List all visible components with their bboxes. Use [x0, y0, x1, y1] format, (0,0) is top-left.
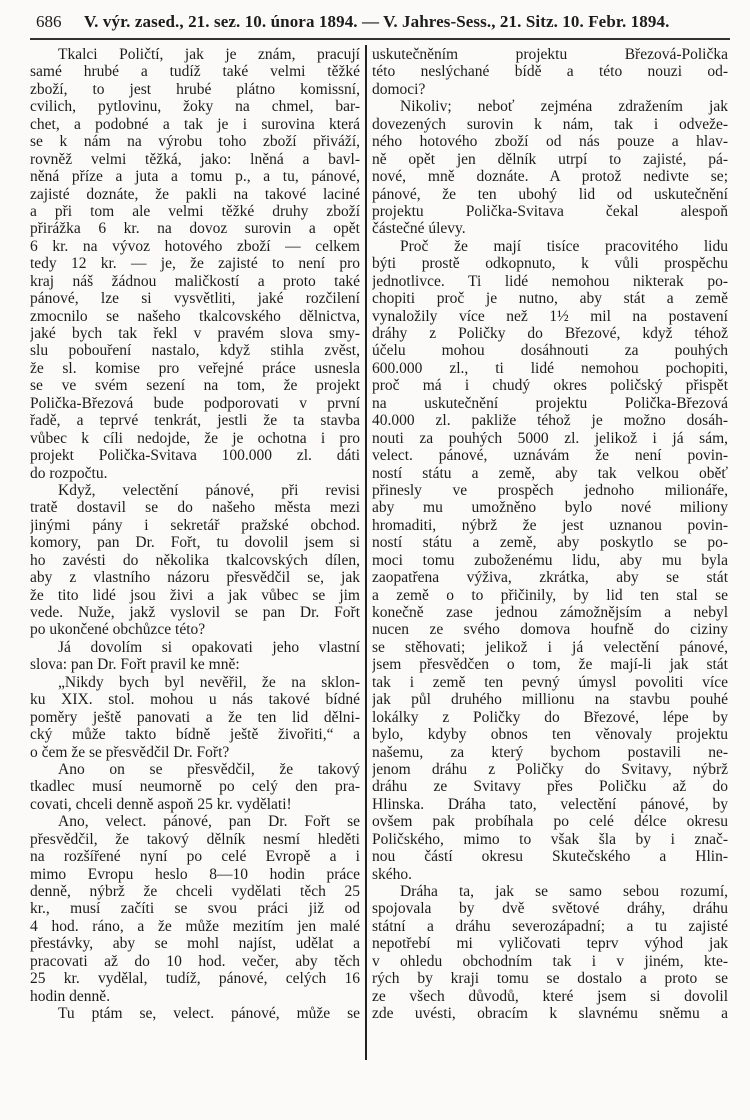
text-line: jinými pány i sekretář pražské obchod.	[30, 516, 360, 534]
text-line: Polička-Březová bude podporovati v první	[30, 394, 360, 412]
text-line: proč má i chudý okres poličský přispět	[372, 377, 728, 395]
text-line: vede. Nuže, jakž vyslovil se pan Dr. Fořt	[30, 604, 360, 621]
text-line: pánové, lze si vysvětliti, jaké rozčilení	[30, 290, 360, 308]
text-line: Dráha ta, jak se samo sebou rozumí,	[400, 883, 728, 900]
text-line: dráhu ze Svitavy přes Poličku až do	[372, 778, 728, 796]
text-line: covati, chceli denně aspoň 25 kr. vydělati!	[30, 795, 292, 813]
column-divider	[365, 45, 367, 1060]
text-line: aby z vlastního názoru přesvědčil se, jak	[30, 569, 360, 587]
text-line: nouti za pouhých 5000 zl. jelikož i já sám,	[372, 429, 728, 447]
text-line: aby mu umožněno bylo nové miliony	[372, 499, 728, 517]
text-line: našemu, za který bychom postavili ne-	[372, 743, 728, 761]
text-line: ho zavésti do několika tkalcovských dílen,	[30, 551, 360, 569]
paragraph	[30, 639, 360, 674]
text-line: tak i země ten pevný úmysl povoliti více	[372, 673, 728, 691]
text-line: velect. pánové, uznávám že není povin-	[372, 447, 728, 465]
text-line: do rozpočtu.	[30, 464, 108, 482]
text-line: dovezených surovin k nám, tak i odveže-	[372, 115, 728, 133]
text-line: konečně zase jednou zámožnějsím a nebyl	[372, 604, 728, 621]
text-line: pracovati až do 10 hod. večer, aby těch	[30, 952, 360, 970]
text-line: tkadlec musí neumorně po celý den pra-	[30, 778, 360, 796]
text-line: zboží, to jest hrubé plátno komissní,	[30, 80, 360, 98]
text-line: ovšem pak probíhala po celé délce okresu	[372, 813, 728, 831]
text-line: slu pobouření nastalo, když stihla zvěst,	[30, 342, 360, 360]
paragraph	[30, 761, 360, 813]
text-line: 6 kr. na vývoz hotového zboží — celkem	[30, 237, 360, 255]
text-line: moci tomu zuboženému lidu, aby mu byla	[372, 551, 728, 569]
paragraph	[372, 98, 728, 238]
text-line: 25 kr. vydělal, tudíž, pánové, celých 16	[30, 970, 360, 988]
text-line: tedy 12 kr. — je, že zajisté to není pro	[30, 255, 360, 273]
text-line: poměry ještě panovati a že ten lid dělni-	[30, 708, 360, 726]
text-line: po ukončené obchůzce této?	[30, 621, 206, 639]
text-line: mimo Evropu heslo 8—10 hodin práce	[30, 865, 360, 883]
text-line: rovněž velmi těžká, jako: lněná a bavl-	[30, 150, 360, 168]
page-header	[36, 8, 730, 36]
text-line: jaké bych tak řekl v pravém slova smy-	[30, 325, 360, 342]
text-line: a země o to přičinily, by lid ten stal se	[372, 586, 728, 604]
text-line: tratě dostavil se do našeho města mezi	[30, 499, 360, 517]
text-line: ze všech důvodů, které jsem si dovolil	[372, 987, 728, 1005]
paragraph	[372, 883, 728, 1023]
text-line: Proč že mají tisíce pracovitého lidu	[400, 237, 728, 255]
text-line: samé hrubé a tudíž také velmi těžké	[30, 63, 360, 81]
paragraph	[30, 813, 360, 1005]
text-line: zde uvésti, obracím k slavnému sněmu a	[372, 1005, 728, 1023]
page-number: 686	[36, 12, 62, 31]
text-line: přesvědčil, že takový dělník nesmí hleděti	[30, 830, 360, 848]
text-line: v ohledu obchodním tak i v jiném, kte-	[372, 952, 728, 970]
text-line: býti prostě odkopnuto, k vůli prospěchu	[372, 255, 728, 273]
paragraph	[30, 482, 360, 639]
text-line: účelu mohou dosáhnouti za pouhých	[372, 342, 728, 360]
text-line: rých by kraji tomu se dostalo a proto se	[372, 970, 728, 988]
paragraph	[372, 238, 728, 883]
text-line: bylo, kdyby obnos ten věnovaly projektu	[372, 726, 728, 744]
text-line: ného hotového zboží od nás pouze a hlav-	[372, 133, 728, 151]
text-line: cký může takto bídně ještě živořiti,“ a	[30, 726, 360, 744]
text-line: částečné úlevy.	[372, 220, 466, 238]
text-line: hromaditi, nýbrž že jest uznanou povin-	[372, 516, 728, 534]
text-line: Ano on se přesvědčil, že takový	[58, 760, 360, 778]
text-line: zaopatřena výživa, zkrátka, aby se stát	[372, 569, 728, 587]
header-rule	[30, 38, 730, 40]
text-line: se stěhovati; jelikož i já velectění pánové,	[372, 638, 728, 656]
text-line: státní a dráhu severozápadní; a tu zajisté	[372, 917, 728, 935]
text-line: chopiti proč je nutno, aby stát a země	[372, 290, 728, 308]
paragraph	[30, 1005, 360, 1022]
text-line: jak půl druhého millionu na stavbu pouhé	[372, 691, 728, 709]
text-line: že tito lidé jsou živi a jak vůbec se jim	[30, 586, 360, 604]
text-line: se k nám na výrobu toho zboží přiváží,	[30, 133, 360, 151]
text-line: přinesly ve prospěch jednoho milionáře,	[372, 481, 728, 499]
text-line: komory, pan Dr. Fořt, tu dovolil jsem si	[30, 534, 360, 552]
text-line: ností státu a země, aby poskytlo se po-	[372, 534, 728, 552]
text-line: jsem přesvědčen o tom, že mají-li jak stát	[372, 656, 728, 674]
text-line: nepotřebí mi vyličovati teprv výhod jak	[372, 935, 728, 953]
text-line: chet, a podobné a tak je i surovina která	[30, 115, 360, 133]
text-line: cvilich, pytlovinu, žoky na chmel, bar-	[30, 98, 360, 116]
text-line: na uskutečnění projektu Polička-Březová	[372, 394, 728, 412]
text-line: této neslýchané bídě a této nouzi od-	[372, 63, 728, 81]
left-column	[30, 46, 360, 1023]
right-column	[372, 46, 728, 1023]
text-line: 4 hod. ráno, a že může mezitím jen malé	[30, 917, 360, 935]
text-line: nou částí okresu Skutečského a Hlin-	[372, 848, 728, 866]
text-line: ně opět jen dělník utrpí to zajisté, pá-	[372, 150, 728, 168]
text-line: že sl. komise pro veřejné práce usnesla	[30, 359, 360, 377]
paragraph	[30, 674, 360, 761]
text-line: o čem že se přesvědčil Dr. Fořt?	[30, 743, 230, 761]
text-line: projekt Polička-Svitava 100.000 zl. dáti	[30, 447, 360, 465]
text-line: jednotlivce. Ti lidé nemohou nikterak po-	[372, 272, 728, 290]
text-line: Hlinska. Dráha tato, velectění pánové, by	[372, 795, 728, 813]
text-line: denně, nýbrž že chceli vydělati těch 25	[30, 883, 360, 900]
running-title: V. výr. zased., 21. sez. 10. února 1894. — V. Jahres-Sess., 21. Sitz. 10. Febr. 1894.	[84, 12, 670, 31]
text-line: se ve svém sezení na tom, že projekt	[30, 377, 360, 395]
text-line: vůbec k cíli nedojde, že je ochotna i pro	[30, 429, 360, 447]
text-line: kraj náš žádnou maličkostí a proto také	[30, 272, 360, 290]
text-line: Já dovolím si opakovati jeho vlastní	[58, 638, 360, 656]
text-line: a při tom ale velmi těžké druhy zboží	[30, 202, 360, 220]
text-line: zajisté doznáte, že pakli na takové laciné	[30, 185, 360, 203]
paragraph	[372, 46, 728, 98]
text-line: Poličského, mimo to však šla by i znač-	[372, 830, 728, 848]
text-line: přirážka 6 kr. na dovoz surovin a opět	[30, 220, 360, 238]
text-line: domoci?	[372, 80, 426, 98]
text-line: Tu ptám se, velect. pánové, může se	[58, 1005, 360, 1023]
text-line: lokálky z Poličky do Březové, lépe by	[372, 708, 728, 726]
text-line: nucen ze svého domova houfně do ciziny	[372, 621, 728, 639]
text-line: dráhy z Poličky do Březové, když téhož	[372, 325, 728, 342]
text-line: Když, velectění pánové, při revisi	[58, 481, 360, 499]
text-line: 600.000 zl., ti lidé nemohou pochopiti,	[372, 359, 728, 377]
text-line: hodin denně.	[30, 987, 111, 1005]
text-line: řadě, a teprvé tenkrát, jestli že ta stavba	[30, 412, 360, 430]
text-line: kr., musí začíti se svou práci již od	[30, 900, 360, 918]
text-line: ku XIX. stol. mohou u nás takové bídné	[30, 691, 360, 709]
text-line: pánové, že ten ubohý lid od uskutečnění	[372, 185, 728, 203]
text-line: něná příze a juta a tomu p., a tu, pánové,	[30, 168, 360, 186]
text-line: projektu Polička-Svitava čekal alespoň	[372, 202, 728, 220]
paragraph	[30, 46, 360, 482]
text-line: zmocnilo se našeho tkalcovského dělnictva,	[30, 307, 360, 325]
text-line: ského.	[372, 865, 413, 883]
text-line: Tkalci Poličtí, jak je znám, pracují	[58, 46, 360, 63]
text-line: na rozšířené nyní po celé Evropě a i	[30, 848, 360, 866]
text-line: Nikoliv; neboť zejména zdražením jak	[400, 98, 728, 116]
text-line: jenom dráhu z Poličky do Svitavy, nýbrž	[372, 760, 728, 778]
text-line: spojovala by dvě světové dráhy, dráhu	[372, 900, 728, 918]
text-line: uskutečněním projektu Březová-Polička	[372, 46, 728, 63]
text-line: Ano, velect. pánové, pan Dr. Fořt se	[58, 813, 360, 831]
text-line: ností státu a země, aby tak velkou oběť	[372, 464, 728, 482]
text-line: 40.000 zl. pakliže téhož je možno dosáh-	[372, 412, 728, 430]
text-line: vynaložily více než 1½ mil na postavení	[372, 307, 728, 325]
text-line: „Nikdy bych byl nevěřil, že na sklon-	[58, 673, 360, 691]
text-line: nové, mně doznáte. A protož nedivte se;	[372, 168, 728, 186]
text-line: slova: pan Dr. Fořt pravil ke mně:	[30, 656, 240, 674]
text-line: přestávky, aby se mohl najíst, udělat a	[30, 935, 360, 953]
